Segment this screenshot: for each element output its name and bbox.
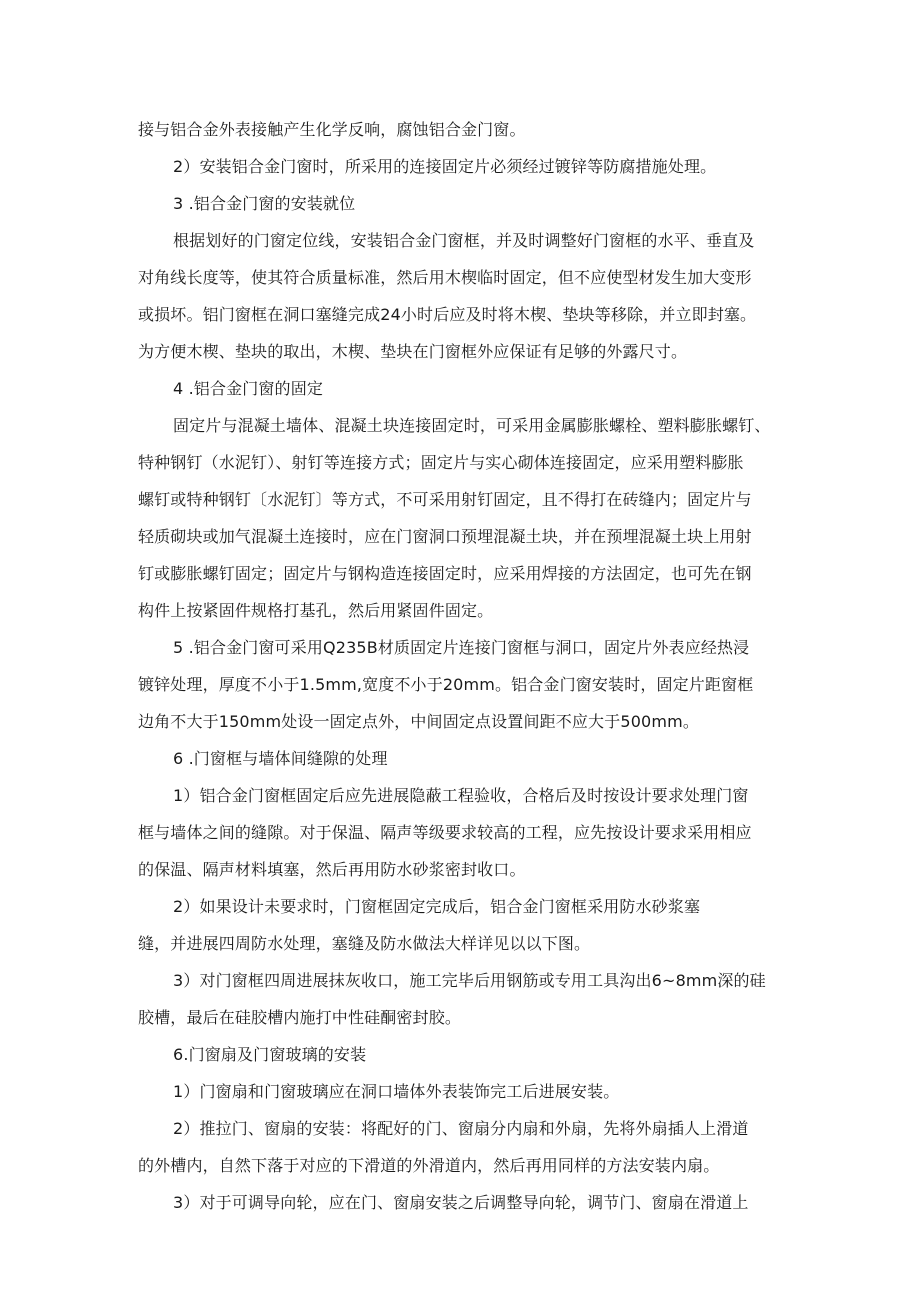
text-line: 1）铝合金门窗框固定后应先进展隐蔽工程验收，合格后及时按设计要求处理门窗 [173, 786, 749, 805]
text-line: 对角线长度等，使其符合质量标准，然后用木楔临时固定，但不应使型材发生加大变形 [138, 268, 752, 287]
text-line: 根据划好的门窗定位线，安装铝合金门窗框，并及时调整好门窗框的水平、垂直及 [173, 231, 755, 250]
text-line: 镀锌处理，厚度不小于1.5mm,宽度不小于20mm。铝合金门窗安装时，固定片距窗框 [138, 675, 754, 694]
text-line: 框与墙体之间的缝隙。对于保温、隔声等级要求较高的工程，应先按设计要求采用相应 [138, 823, 752, 842]
text-line: 为方便木楔、垫块的取出，木楔、垫块在门窗框外应保证有足够的外露尺寸。 [138, 342, 688, 361]
text-line: 轻质砌块或加气混凝土连接时，应在门窗洞口预埋混凝土块，并在预埋混凝土块上用射 [138, 527, 752, 546]
text-line: 边角不大于150mm处设一固定点外，中间固定点设置间距不应大于500mm。 [138, 712, 699, 731]
text-line: 1）门窗扇和门窗玻璃应在洞口墙体外表装饰完工后进展安装。 [173, 1082, 620, 1101]
section-heading: 6.门窗扇及门窗玻璃的安装 [173, 1045, 367, 1064]
text-line: 钉或膨胀螺钉固定；固定片与钢构造连接固定时，应采用焊接的方法固定，也可先在钢 [138, 564, 752, 583]
text-line: 特种钢钉（水泥钉）、射钉等连接方式；固定片与实心砌体连接固定，应采用塑料膨胀 [138, 453, 744, 472]
text-line: 2）推拉门、窗扇的安装：将配好的门、窗扇分内扇和外扇，先将外扇插人上滑道 [173, 1119, 749, 1138]
text-line: 2）安装铝合金门窗时，所采用的连接固定片必须经过镀锌等防腐措施处理。 [173, 157, 717, 176]
text-line: 3）对门窗框四周进展抹灰收口，施工完毕后用钢筋或专用工具沟出6~8mm深的硅 [173, 971, 766, 990]
section-heading: 6 .门窗框与墙体间缝隙的处理 [173, 749, 388, 768]
section-heading: 4 .铝合金门窗的固定 [173, 379, 324, 398]
text-line: 的保温、隔声材料填塞，然后再用防水砂浆密封收口。 [138, 860, 526, 879]
text-line: 构件上按紧固件规格打基孔，然后用紧固件固定。 [138, 601, 494, 620]
text-line: 接与铝合金外表接触产生化学反响，腐蚀铝合金门窗。 [138, 120, 526, 139]
text-line: 5 .铝合金门窗可采用Q235B材质固定片连接门窗框与洞口，固定片外表应经热浸 [173, 638, 750, 657]
text-line: 固定片与混凝土墙体、混凝土块连接固定时，可采用金属膨胀螺栓、塑料膨胀螺钉、 [173, 416, 771, 435]
text-line: 3）对于可调导向轮，应在门、窗扇安装之后调整导向轮，调节门、窗扇在滑道上 [173, 1193, 749, 1212]
text-line: 缝，并进展四周防水处理，塞缝及防水做法大样详见以以下图。 [138, 934, 591, 953]
section-heading: 3 .铝合金门窗的安装就位 [173, 194, 356, 213]
text-line: 的外槽内，自然下落于对应的下滑道的外滑道内，然后再用同样的方法安装内扇。 [138, 1156, 720, 1175]
text-line: 螺钉或特种钢钉〔水泥钉〕等方式，不可采用射钉固定，且不得打在砖缝内；固定片与 [138, 490, 752, 509]
text-line: 胶槽，最后在硅胶槽内施打中性硅酮密封胶。 [138, 1008, 462, 1027]
text-line: 或损坏。铝门窗框在洞口塞缝完成24小时后应及时将木楔、垫块等移除，并立即封塞。 [138, 305, 757, 324]
text-line: 2）如果设计未要求时，门窗框固定完成后，铝合金门窗框采用防水砂浆塞 [173, 897, 701, 916]
